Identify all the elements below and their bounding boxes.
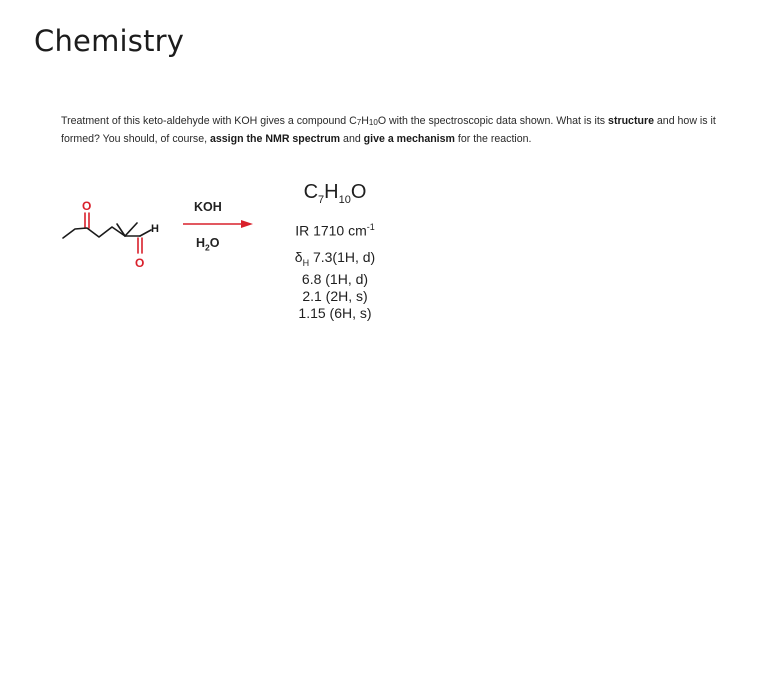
question-fragment: for the reaction. (454, 133, 532, 145)
nmr-signal-1: 7.3(1H, d) (309, 248, 376, 265)
question-fragment: and (340, 133, 364, 145)
nmr-delta-sub: H (302, 257, 310, 268)
ir-value: IR 1710 cm (295, 222, 367, 239)
nmr-line-4: 1.15 (6H, s) (298, 305, 372, 322)
formula-c-sub: 7 (318, 194, 325, 206)
bold-assign-nmr: assign the NMR spectrum (210, 133, 341, 145)
formula-c: C (303, 181, 319, 203)
methyl-branch-2 (125, 223, 137, 236)
question-text (61, 112, 721, 148)
carbon-chain (63, 227, 125, 238)
nmr-line-2: 6.8 (1H, d) (301, 271, 369, 288)
question-fragment: and how is it formed? You should, of course, (61, 115, 716, 145)
nmr-line-1 (280, 249, 390, 272)
reagent-water-sub: 2 (205, 242, 210, 253)
aldehyde-h-bond (140, 230, 151, 236)
aldehyde-h-label: H (151, 223, 159, 235)
nmr-line-3: 2.1 (2H, s) (302, 288, 368, 305)
question-fragment: H (361, 115, 369, 127)
page-title: Chemistry (34, 24, 185, 58)
formula-o: O (350, 181, 367, 203)
nmr-delta: δ (294, 248, 303, 265)
ir-data (280, 218, 390, 240)
formula-h-sub: 10 (338, 194, 351, 206)
bold-structure: structure (608, 115, 654, 127)
question-fragment: O with the spectroscopic data shown. What is its (377, 115, 606, 127)
question-fragment: Treatment of this keto-aldehyde with KOH gives a compound C (61, 115, 357, 127)
reagent-koh: KOH (194, 200, 222, 214)
keto-aldehyde-structure (55, 190, 185, 280)
reagent-water-o: O (209, 236, 220, 250)
aldehyde-oxygen-label: O (135, 256, 145, 270)
spectroscopic-data (280, 180, 390, 322)
ketone-oxygen-label: O (82, 199, 92, 213)
molecular-formula (280, 180, 390, 212)
bold-mechanism: give a mechanism (363, 133, 455, 145)
ir-unit-exponent: -1 (366, 222, 375, 232)
formula-subscript: 10 (368, 118, 378, 127)
formula-h: H (324, 181, 339, 203)
reagent-water (196, 236, 220, 253)
reagent-water-h: H (196, 236, 206, 250)
reaction-arrow (183, 219, 253, 229)
formula-subscript: 7 (356, 118, 362, 127)
